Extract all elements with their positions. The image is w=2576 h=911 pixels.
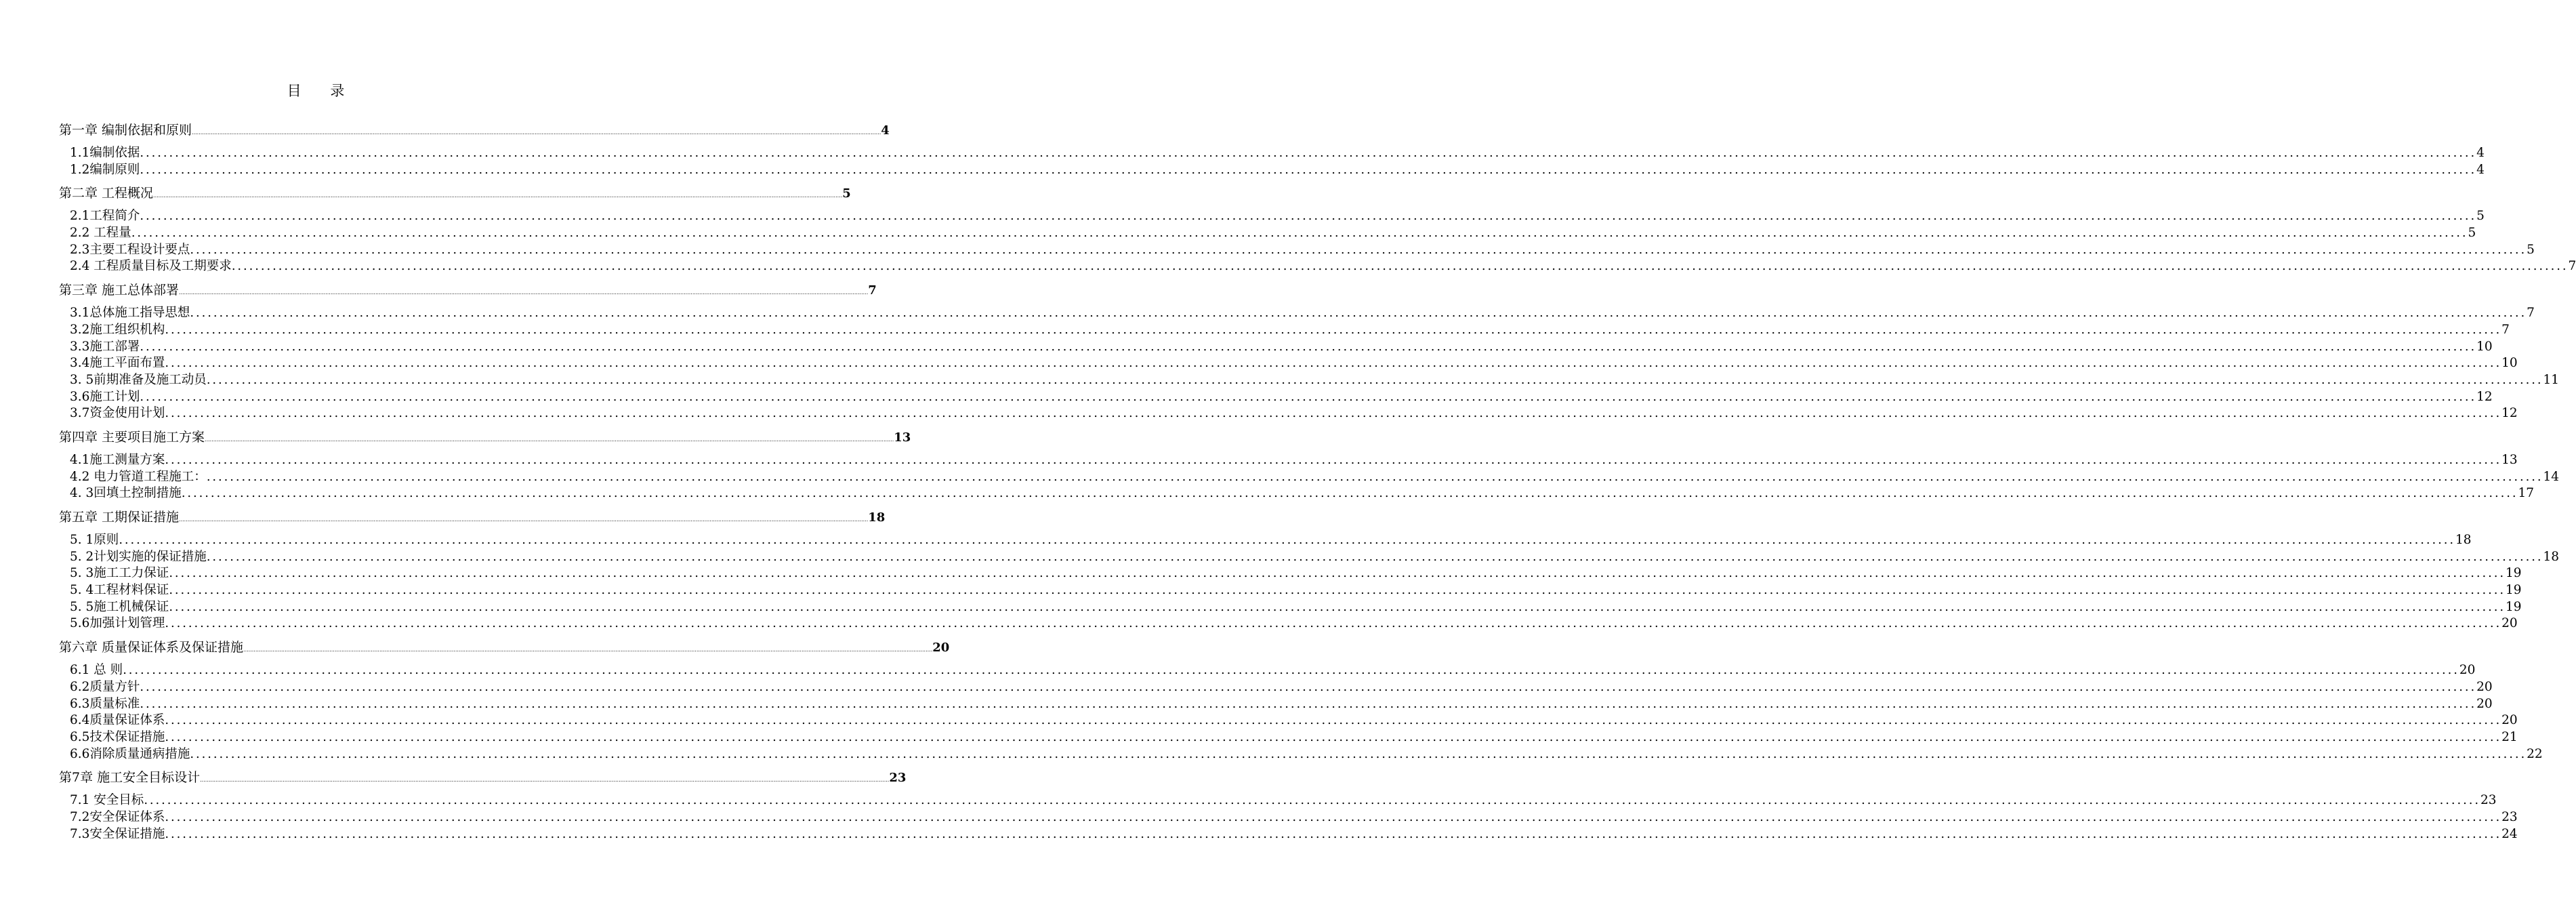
toc-entry-label: 6.2质量方针	[70, 679, 140, 694]
toc-page-number: 10	[2501, 356, 2518, 371]
dot-leader: ................................................................................................................................................................................................................................................................................................................................................................................................................	[165, 729, 2502, 744]
toc-chapter-entry[interactable]	[59, 429, 911, 445]
toc-page-number: 23	[2501, 809, 2518, 824]
toc-page-number: 5	[842, 186, 851, 201]
toc-page-number: 11	[2543, 372, 2560, 387]
toc-section-entry[interactable]	[59, 339, 2493, 356]
dot-leader: ................................................................................................................................................................................................................................................................................................................................................................................................................	[190, 306, 2527, 321]
toc-entry-label: 5. 3施工工力保证	[70, 566, 169, 581]
toc-entry-label: 2.4 工程质量目标及工期要求	[70, 259, 232, 274]
toc-entry-label: 6.1 总 则	[70, 663, 123, 678]
toc-section-entry[interactable]	[59, 258, 2576, 275]
toc-section-entry[interactable]	[59, 372, 2560, 389]
toc-page-number: 21	[2501, 729, 2518, 744]
toc-entry-label: 3.7资金使用计划	[70, 406, 165, 421]
toc-entry-label: 第三章 施工总体部署	[59, 283, 180, 298]
toc-section-entry[interactable]	[59, 615, 2518, 632]
toc-entry-label: 第六章 质量保证体系及保证措施	[59, 640, 244, 655]
toc-chapter-entry[interactable]	[59, 185, 851, 201]
toc-page-number: 20	[932, 641, 950, 655]
dot-leader: ................................................................................................................................................................................................................................................................................................................................................................................................................	[206, 549, 2543, 564]
toc-page-number: 19	[2505, 599, 2522, 614]
toc-entry-label: 6.6消除质量通病措施	[70, 746, 190, 761]
dot-leader: ................................................................................................................................................................................................................................................................................................................................................................................................................	[169, 583, 2506, 598]
dot-leader: ................................................................................................................................................................................................................................................................................................................................................................................................................	[140, 679, 2477, 694]
toc-entry-label: 1.2编制原则	[70, 162, 140, 177]
toc-entry-label: 6.3质量标准	[70, 696, 140, 711]
dot-leader: ................................................................................................................................................................................................................................................................................................................................................................................................................	[169, 566, 2506, 581]
toc-section-entry[interactable]	[59, 355, 2518, 372]
toc-section-entry[interactable]	[59, 792, 2497, 809]
toc-page-number: 20	[2501, 616, 2518, 631]
toc-section-entry[interactable]	[59, 826, 2518, 843]
toc-section-entry[interactable]	[59, 582, 2522, 599]
toc-page-number: 7	[2527, 306, 2535, 321]
toc-entry-label: 第二章 工程概况	[59, 186, 154, 201]
toc-page-number: 13	[2501, 452, 2518, 467]
toc-page-number: 19	[2505, 583, 2522, 598]
dot-leader: ................................................................................................................................................................................................................................................................................................................................................................................................................	[144, 793, 2480, 808]
toc-page-number: 24	[2501, 826, 2518, 841]
dot-leader: ................................................................................................................................................................................................................................................................................................................................................................................................................	[231, 259, 2569, 274]
toc-page-number: 18	[2455, 533, 2472, 547]
dot-leader: ................................................................................................................................................................................................................................................................................................................................................................................................................	[123, 663, 2459, 678]
toc-page-number: 10	[2476, 339, 2493, 354]
toc-page-number: 12	[2501, 406, 2518, 421]
toc-page-number: 12	[2476, 389, 2493, 404]
toc-page-number: 19	[2505, 566, 2522, 581]
toc-entry-label: 7.3安全保证措施	[70, 826, 165, 841]
dot-leader: ................................................................................................................................................................................................................................................................................................................................................................................................................	[165, 406, 2502, 421]
dot-leader: ................................................................................................................................................................................................................................................................................................................................................................................................................	[200, 777, 890, 784]
toc-page-number: 7	[2568, 259, 2576, 274]
dot-leader: ................................................................................................................................................................................................................................................................................................................................................................................................................	[165, 322, 2502, 337]
toc-section-entry[interactable]	[59, 662, 2476, 679]
dot-leader: ................................................................................................................................................................................................................................................................................................................................................................................................................	[131, 226, 2468, 241]
toc-section-entry[interactable]	[59, 162, 2485, 179]
dot-leader: ................................................................................................................................................................................................................................................................................................................................................................................................................	[140, 209, 2477, 224]
dot-leader: ................................................................................................................................................................................................................................................................................................................................................................................................................	[169, 599, 2506, 614]
dot-leader: ................................................................................................................................................................................................................................................................................................................................................................................................................	[190, 746, 2527, 761]
toc-entry-label: 5. 5施工机械保证	[70, 599, 169, 614]
toc-page-number: 7	[2501, 322, 2510, 337]
dot-leader: ................................................................................................................................................................................................................................................................................................................................................................................................................	[165, 826, 2502, 841]
toc-section-entry[interactable]	[59, 565, 2522, 582]
dot-leader: ................................................................................................................................................................................................................................................................................................................................................................................................................	[206, 469, 2543, 484]
toc-entry-label: 第一章 编制依据和原则	[59, 123, 192, 138]
toc-page-number: 4	[881, 123, 890, 138]
toc-entry-label: 4.2 电力管道工程施工：	[70, 469, 207, 484]
dot-leader: ................................................................................................................................................................................................................................................................................................................................................................................................................	[205, 436, 894, 443]
toc-section-entry[interactable]	[59, 389, 2493, 406]
toc-entry-label: 2.3主要工程设计要点	[70, 242, 190, 257]
toc-section-entry[interactable]	[59, 305, 2535, 322]
toc-section-entry[interactable]	[59, 145, 2485, 162]
toc-entry-label: 3.2施工组织机构	[70, 322, 165, 337]
toc-entry-label: 第四章 主要项目施工方案	[59, 429, 205, 445]
toc-page-number: 17	[2518, 486, 2535, 501]
dot-leader: ................................................................................................................................................................................................................................................................................................................................................................................................................	[179, 289, 869, 296]
toc-section-entry[interactable]	[59, 469, 2560, 486]
dot-leader: ................................................................................................................................................................................................................................................................................................................................................................................................................	[140, 339, 2477, 354]
toc-chapter-entry[interactable]	[59, 639, 950, 655]
toc-section-entry[interactable]	[59, 809, 2518, 826]
toc-page-number: 23	[2480, 793, 2497, 808]
dot-leader: ................................................................................................................................................................................................................................................................................................................................................................................................................	[165, 452, 2502, 467]
toc-section-entry[interactable]	[59, 729, 2518, 746]
toc-page-number: 7	[868, 283, 877, 298]
toc-section-entry[interactable]	[59, 599, 2522, 616]
toc-entry-label: 7.2安全保证体系	[70, 809, 165, 824]
toc-section-entry[interactable]	[59, 225, 2476, 242]
toc-page-number: 14	[2543, 469, 2560, 484]
toc-chapter-entry[interactable]	[59, 769, 907, 786]
toc-page-number: 4	[2476, 146, 2485, 160]
dot-leader: ................................................................................................................................................................................................................................................................................................................................................................................................................	[192, 129, 881, 136]
toc-page-number: 22	[2527, 746, 2543, 761]
toc-entry-label: 5. 4工程材料保证	[70, 583, 169, 598]
dot-leader: ................................................................................................................................................................................................................................................................................................................................................................................................................	[140, 696, 2477, 711]
toc-section-entry[interactable]	[59, 452, 2518, 469]
toc-section-entry[interactable]	[59, 679, 2493, 696]
toc-section-entry[interactable]	[59, 322, 2510, 339]
toc-page-number: 5	[2476, 209, 2485, 224]
toc-entry-label: 1.1编制依据	[70, 146, 140, 160]
toc-entry-label: 5. 2计划实施的保证措施	[70, 549, 207, 564]
toc-entry-label: 4. 3回填土控制措施	[70, 486, 182, 501]
dot-leader: ................................................................................................................................................................................................................................................................................................................................................................................................................	[190, 242, 2527, 257]
toc-page-number: 20	[2476, 696, 2493, 711]
toc-section-entry[interactable]	[59, 242, 2535, 259]
toc-section-entry[interactable]	[59, 746, 2543, 763]
toc-entry-label: 3.3施工部署	[70, 339, 140, 354]
dot-leader: ................................................................................................................................................................................................................................................................................................................................................................................................................	[140, 162, 2477, 177]
toc-page-number: 18	[868, 510, 886, 525]
toc-entry-label: 6.4质量保证体系	[70, 713, 165, 728]
toc-entry-label: 3.1总体施工指导思想	[70, 306, 190, 321]
dot-leader: ................................................................................................................................................................................................................................................................................................................................................................................................................	[140, 389, 2477, 404]
dot-leader: ................................................................................................................................................................................................................................................................................................................................................................................................................	[206, 372, 2543, 387]
toc-entry-label: 7.1 安全目标	[70, 793, 144, 808]
dot-leader: ................................................................................................................................................................................................................................................................................................................................................................................................................	[181, 486, 2518, 501]
toc-section-entry[interactable]	[59, 485, 2535, 502]
dot-leader: ................................................................................................................................................................................................................................................................................................................................................................................................................	[243, 647, 933, 653]
toc-entry-label: 3.6施工计划	[70, 389, 140, 404]
toc-entry-label: 2.2 工程量	[70, 226, 131, 241]
toc-section-entry[interactable]	[59, 696, 2493, 713]
toc-entry-label: 3. 5前期准备及施工动员	[70, 372, 207, 387]
dot-leader: ................................................................................................................................................................................................................................................................................................................................................................................................................	[179, 517, 869, 523]
toc-page-number: 4	[2476, 162, 2485, 177]
dot-leader: ................................................................................................................................................................................................................................................................................................................................................................................................................	[165, 356, 2502, 371]
dot-leader: ................................................................................................................................................................................................................................................................................................................................................................................................................	[165, 713, 2502, 728]
toc-page-number: 13	[894, 430, 911, 445]
toc-entry-label: 第7章 施工安全目标设计	[59, 770, 201, 786]
toc-page-number: 18	[2543, 549, 2560, 564]
toc-section-entry[interactable]	[59, 549, 2560, 566]
dot-leader: ................................................................................................................................................................................................................................................................................................................................................................................................................	[140, 146, 2477, 160]
toc-entry-label: 5.6加强计划管理	[70, 616, 165, 631]
toc-entry-label: 4.1施工测量方案	[70, 452, 165, 467]
toc-page-number: 23	[889, 771, 907, 786]
toc-entry-label: 6.5技术保证措施	[70, 729, 165, 744]
toc-chapter-entry[interactable]	[59, 282, 877, 298]
dot-leader: ................................................................................................................................................................................................................................................................................................................................................................................................................	[153, 193, 843, 199]
dot-leader: ................................................................................................................................................................................................................................................................................................................................................................................................................	[119, 533, 2455, 547]
toc-chapter-entry[interactable]	[59, 509, 886, 525]
dot-leader: ................................................................................................................................................................................................................................................................................................................................................................................................................	[165, 809, 2502, 824]
toc-section-entry[interactable]	[59, 532, 2472, 549]
toc-page-number: 20	[2459, 663, 2476, 678]
toc-entry-label: 2.1工程简介	[70, 209, 140, 224]
toc-page-number: 5	[2468, 226, 2476, 241]
toc-page-number: 20	[2476, 679, 2493, 694]
toc-page-number: 5	[2527, 242, 2535, 257]
table-of-contents	[59, 122, 2576, 843]
toc-entry-label: 3.4施工平面布置	[70, 356, 165, 371]
toc-section-entry[interactable]	[59, 405, 2518, 422]
toc-chapter-entry[interactable]	[59, 122, 890, 138]
toc-title: 目 录	[287, 83, 357, 99]
toc-section-entry[interactable]	[59, 208, 2485, 225]
toc-entry-label: 第五章 工期保证措施	[59, 510, 180, 525]
toc-page-number: 20	[2501, 713, 2518, 728]
toc-section-entry[interactable]	[59, 712, 2518, 729]
toc-entry-label: 5. 1原则	[70, 533, 119, 547]
dot-leader: ................................................................................................................................................................................................................................................................................................................................................................................................................	[165, 616, 2502, 631]
